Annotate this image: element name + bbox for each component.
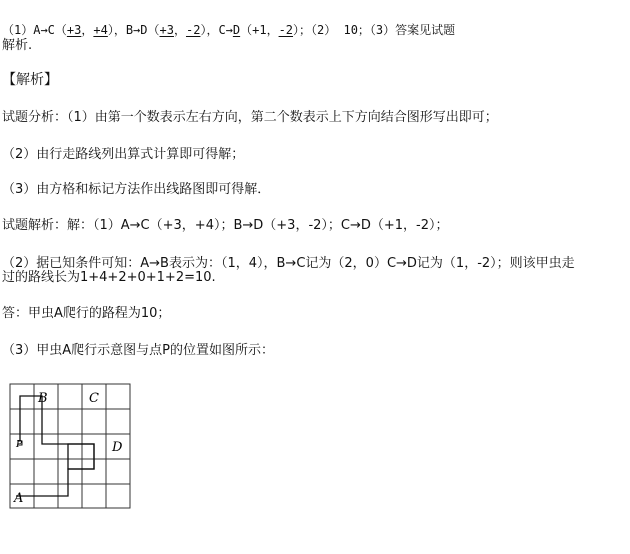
- answer-blank: -2: [185, 23, 201, 37]
- answer-blank: +3: [66, 23, 82, 37]
- solution-line: 答：甲虫A爬行的路程为10；: [2, 306, 171, 321]
- solution-line: （3）甲虫A爬行示意图与点P的位置如图所示：: [2, 343, 275, 358]
- answer-line-2: 解析.: [2, 38, 33, 53]
- answer-text: （1）A→C（: [2, 23, 67, 37]
- solution-line: 过的路线长为1+4+2+0+1+2=10.: [2, 270, 216, 285]
- label-p: P: [16, 440, 23, 450]
- answer-text: ，: [81, 23, 94, 37]
- analysis-line: （2）由行走路线列出算式计算即可得解；: [2, 147, 245, 162]
- answer-text: （+1，: [240, 23, 279, 37]
- label-a: A: [14, 491, 24, 506]
- loop-square: [68, 444, 94, 469]
- answer-blank: -2: [278, 23, 294, 37]
- answer-blank: +4: [93, 23, 108, 37]
- answer-text: ）；（2） 10；（3）答案见试题: [293, 23, 456, 37]
- answer-blank: D: [232, 23, 241, 37]
- analysis-line: （3）由方格和标记方法作出线路图即可得解．: [2, 182, 271, 197]
- label-c: C: [89, 391, 99, 406]
- solution-line: 试题解析：解：（1）A→C（+3，+4）；B→D（+3，-2）；C→D（+1，-2）；: [2, 218, 449, 233]
- path-grid-figure: [6, 378, 134, 512]
- label-d: D: [112, 440, 123, 455]
- analysis-line: 试题分析：（1）由第一个数表示左右方向，第二个数表示上下方向结合图形写出即可；: [2, 110, 498, 125]
- solution-line: （2）据已知条件可知：A→B表示为：（1，4），B→C记为（2，0）C→D记为（1，-2）；则该甲虫走: [2, 256, 575, 271]
- analysis-heading: 【解析】: [2, 72, 58, 88]
- label-b: B: [38, 391, 48, 406]
- answer-blank: +3: [159, 23, 174, 37]
- answer-text: ，: [173, 23, 186, 37]
- answer-line-1: [2, 22, 455, 38]
- answer-text: ），B→D（: [107, 23, 160, 37]
- answer-text: ），C→: [200, 23, 233, 37]
